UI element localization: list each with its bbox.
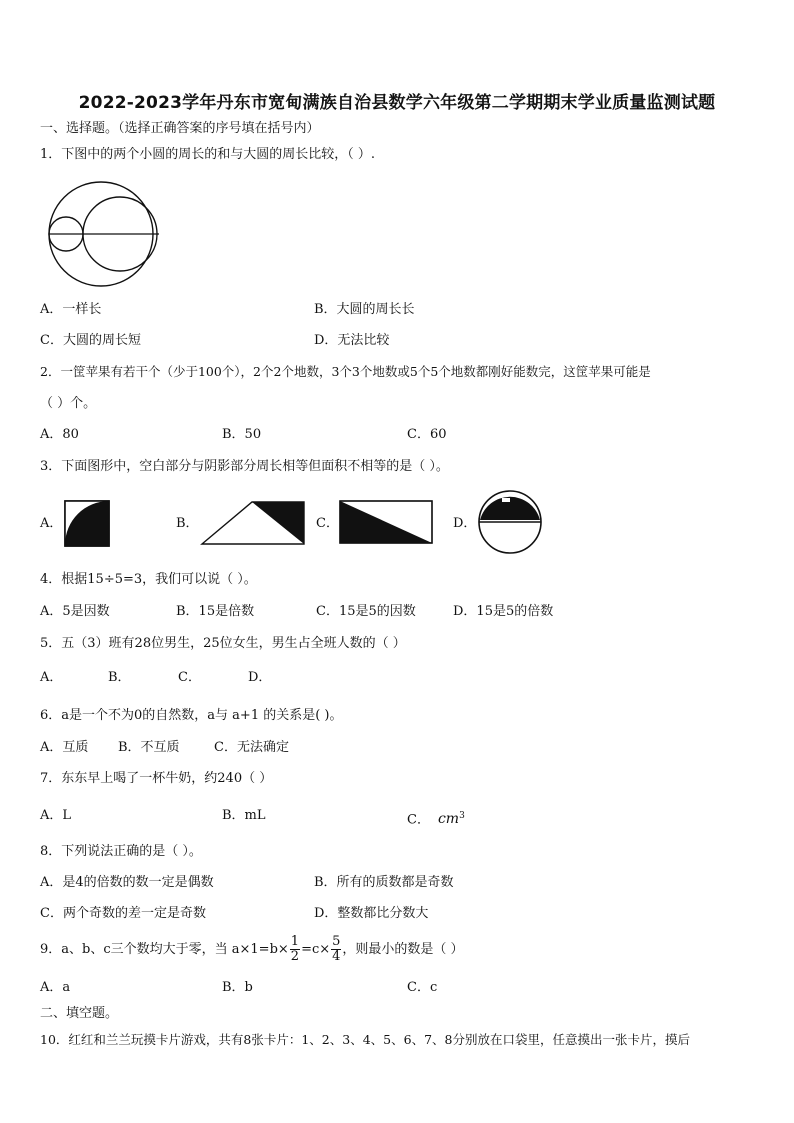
question-6-option-b: B．不互质 — [118, 740, 180, 755]
question-8-option-d: D．整数都比分数大 — [314, 906, 429, 921]
question-4-option-b: B．15是倍数 — [176, 604, 255, 619]
question-1-option-a: A．一样长 — [40, 302, 102, 317]
question-6-option-c: C．无法确定 — [214, 740, 289, 755]
question-4-text: 4．根据15÷5=3，我们可以说（ ）。 — [40, 572, 257, 587]
question-5-option-d: D． — [248, 670, 272, 685]
question-1-circles-figure — [44, 180, 164, 290]
section-2-heading: 二、填空题。 — [40, 1006, 119, 1021]
fraction-one-half: $\frac{1}{2}$ — [290, 934, 300, 964]
question-2-text-line-2: （ ）个。 — [40, 396, 97, 411]
question-7-option-c: C． $cm^3$ — [407, 811, 465, 828]
question-3-label-d: D． — [453, 516, 477, 531]
question-7-option-a: A．L — [40, 808, 72, 823]
section-1-heading: 一、选择题。（选择正确答案的序号填在括号内） — [40, 121, 320, 136]
question-4-option-a: A．5是因数 — [40, 604, 110, 619]
question-5-option-c: C． — [178, 670, 201, 685]
question-1-text: 1．下图中的两个小圆的周长的和与大圆的周长比较，（ ）. — [40, 147, 376, 162]
question-5-option-b: B． — [108, 670, 131, 685]
question-5-text: 5．五（3）班有28位男生，25位女生，男生占全班人数的（ ） — [40, 636, 406, 651]
question-3-label-b: B． — [176, 516, 199, 531]
question-6-text: 6．a是一个不为0的自然数，a与 a+1 的关系是( )。 — [40, 708, 343, 723]
fraction-five-quarters: $\frac{5}{4}$ — [332, 934, 341, 964]
question-3-figure-a — [64, 500, 110, 548]
question-7-text: 7．东东早上喝了一杯牛奶，约240（ ） — [40, 771, 273, 786]
question-5-option-a: A． — [40, 670, 63, 685]
question-1-option-d: D．无法比较 — [314, 333, 390, 348]
question-2-option-c: C．60 — [407, 427, 447, 442]
question-4-option-d: D．15是5的倍数 — [453, 604, 554, 619]
question-2-option-b: B．50 — [222, 427, 262, 442]
question-8-option-b: B．所有的质数都是奇数 — [314, 875, 454, 890]
question-3-text: 3．下面图形中，空白部分与阴影部分周长相等但面积不相等的是（ ）。 — [40, 459, 449, 474]
question-1-option-b: B．大圆的周长长 — [314, 302, 415, 317]
question-9-text: 9．a、b、c三个数均大于零，当 a×1=b× $\frac{1}{2}$ =c× $\frac{5}{4}$ ，则最小的数是（ ） — [40, 934, 464, 964]
question-6-option-a: A．互质 — [40, 740, 89, 755]
question-3-label-a: A． — [40, 516, 63, 531]
question-8-text: 8．下列说法正确的是（ ）。 — [40, 844, 202, 859]
question-2-option-a: A．80 — [40, 427, 79, 442]
page-title: 2022-2023学年丹东市宽甸满族自治县数学六年级第二学期期末学业质量监测试题 — [78, 93, 716, 113]
question-1-option-c: C．大圆的周长短 — [40, 333, 141, 348]
question-3-figure-d — [476, 490, 544, 554]
question-2-text-line-1: 2．一筐苹果有若干个（少于100个），2个2个地数，3个3个地数或5个5个地数都刚好能数完，这筐苹果可能是 — [40, 364, 651, 379]
cubic-exponent: 3 — [459, 811, 465, 821]
question-8-option-a: A．是4的倍数的数一定是偶数 — [40, 875, 214, 890]
question-3-figure-b — [200, 500, 306, 546]
question-10-text: 10．红红和兰兰玩摸卡片游戏，共有8张卡片：1、2、3、4、5、6、7、8分别放在口袋里，任意摸出一张卡片，摸后 — [40, 1032, 690, 1047]
question-8-option-c: C．两个奇数的差一定是奇数 — [40, 906, 206, 921]
question-3-label-c: C． — [316, 516, 339, 531]
question-9-option-a: A．a — [40, 980, 71, 995]
cubic-centimeter-unit: cm — [437, 811, 460, 828]
question-3-figure-c — [339, 500, 433, 544]
question-9-option-c: C．c — [407, 980, 438, 995]
question-4-option-c: C．15是5的因数 — [316, 604, 416, 619]
question-7-option-b: B．mL — [222, 808, 266, 823]
question-9-option-b: B．b — [222, 980, 253, 995]
